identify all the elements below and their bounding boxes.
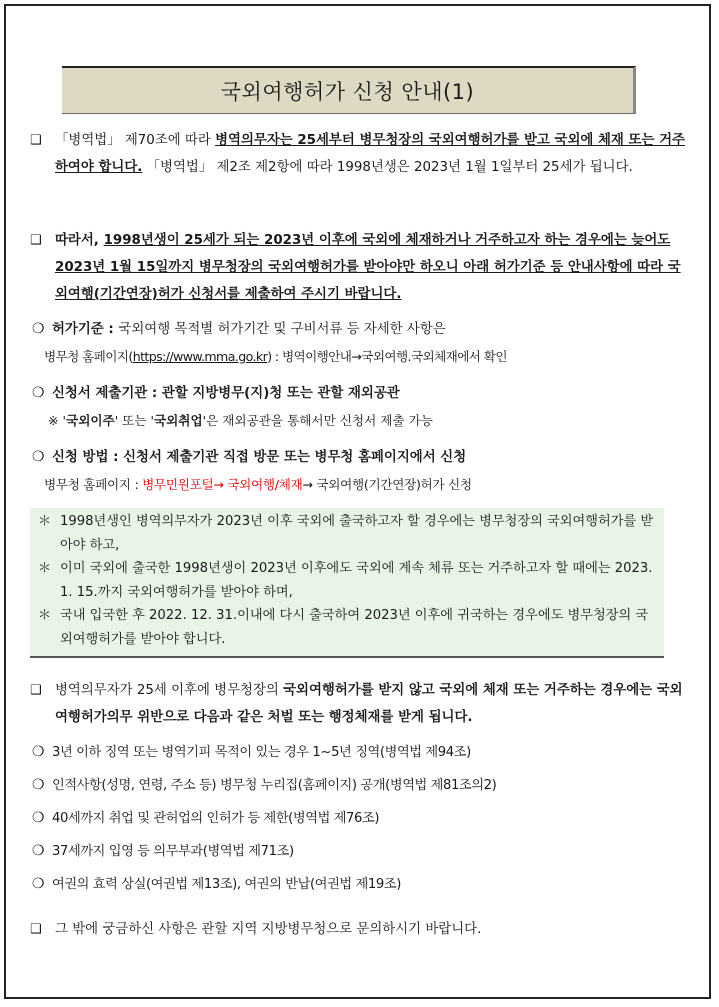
circle-bullet-icon: ❍ xyxy=(32,810,45,826)
paragraph-penalty xyxy=(30,677,692,731)
p2-text-a: 따라서, xyxy=(55,233,104,248)
p3-emphasis: 국외여행허가를 받지 않고 국외에 체재 또는 거주하는 경우에는 국외여행허가의무 위반으로 다음과 같은 처벌 또는 행정체재를 받게 됩니다. xyxy=(55,683,683,725)
method-label: 신청 방법 : 신청서 제출기관 직접 방문 또는 병무청 홈페이지에서 신청 xyxy=(52,450,467,465)
p1-text-a: 「병역법」 제70조에 따라 xyxy=(55,133,216,148)
page-title xyxy=(62,66,636,114)
asterisk-icon: ＊ xyxy=(38,608,52,623)
list-item: ❍ 인적사항(성명, 연령, 주소 등) 병무청 누리집(홈페이지) 공개(병역법 제81조의2) xyxy=(32,769,694,802)
agency-note-c: ' 또는 ' xyxy=(114,413,154,428)
mma-homepage-link[interactable]: https://www.mma.go.kr xyxy=(132,349,268,364)
circle-bullet-icon: ❍ xyxy=(32,777,45,793)
list-item: ❍ 여권의 효력 상실(여권법 제13조), 여권의 반납(여권법 제19조) xyxy=(32,868,694,901)
paragraph-legal-basis xyxy=(30,127,692,181)
criteria-text: 국외여행 목적별 허가기간 및 구비서류 등 자세한 사항은 xyxy=(118,322,446,337)
method-sub-a: 병무청 홈페이지 : xyxy=(44,477,143,492)
checkbox-bullet-icon: ❑ xyxy=(30,133,42,148)
checkbox-bullet-icon: ❑ xyxy=(30,922,42,937)
circle-bullet-icon: ❍ xyxy=(32,385,45,401)
arrow-2: → xyxy=(302,477,317,492)
agency-note-a: ※ ' xyxy=(48,413,67,428)
note-item: ＊ 국내 입국한 후 2022. 12. 31.이내에 다시 출국하여 2023년 이후에 귀국하는 경우에도 병무청장의 국외여행허가를 받아야 합니다. xyxy=(38,604,656,651)
page-title-text: 국외여행허가 신청 안내(1) xyxy=(220,79,475,104)
p2-emphasis: 1998년생이 25세가 되는 2023년 이후에 국외에 체재하거나 거주하고자 하는 경우에는 늦어도 2023년 1월 15일까지 병무청장의 국외여행허가를 받아야만 하오니 아래 허가기준 등 안내사항에 따라 국외여행(기간연장)허가 신청서를 제출하여 주시기 바랍니다. xyxy=(55,233,681,302)
note-item: ＊ 이미 국외에 출국한 1998년생이 2023년 이후에도 국외에 계속 체류 또는 거주하고자 할 때에는 2023. 1. 15.까지 국외여행허가를 받아야 하며, xyxy=(38,557,656,604)
circle-bullet-icon: ❍ xyxy=(32,449,45,465)
asterisk-icon: ＊ xyxy=(38,561,52,576)
circle-bullet-icon: ❍ xyxy=(32,876,45,892)
circle-bullet-icon: ❍ xyxy=(32,321,45,337)
paragraph-inquiry xyxy=(30,916,692,943)
overseas-travel-link[interactable]: 국외여행/체재 xyxy=(227,477,303,492)
section-method xyxy=(32,444,694,498)
section-criteria xyxy=(32,316,694,370)
method-sub-b: 국외여행(기간연장)허가 신청 xyxy=(316,477,472,492)
agency-note-emigration: 국외이주 xyxy=(66,413,115,428)
checkbox-bullet-icon: ❑ xyxy=(30,683,42,698)
note-item: ＊ 1998년생인 병역의무자가 2023년 이후 국외에 출국하고자 할 경우에는 병무청장의 국외여행허가를 받아야 하고, xyxy=(38,510,656,557)
asterisk-icon: ＊ xyxy=(38,514,52,529)
p3-text-a: 병역의무자가 25세 이후에 병무청장의 xyxy=(55,683,284,698)
p1-text-c: 「병역법」 제2조 제2항에 따라 1998년생은 2023년 1월 1일부터 25세가 됩니다. xyxy=(142,160,633,175)
civil-portal-link[interactable]: 병무민원포털 xyxy=(142,477,214,492)
agency-note-e: '은 재외공관을 통해서만 신청서 제출 가능 xyxy=(202,413,433,428)
circle-bullet-icon: ❍ xyxy=(32,843,45,859)
list-item: ❍ 40세까지 취업 및 관허업의 인허가 등 제한(병역법 제76조) xyxy=(32,802,694,835)
list-item: ❍ 3년 이하 징역 또는 병역기피 목적이 있는 경우 1~5년 징역(병역법 제94조) xyxy=(32,736,694,769)
agency-label: 신청서 제출기관 : 관할 지방병무(지)청 또는 관할 재외공관 xyxy=(52,386,400,401)
circle-bullet-icon: ❍ xyxy=(32,744,45,760)
checkbox-bullet-icon: ❑ xyxy=(30,233,42,248)
arrow-1: → xyxy=(213,477,228,492)
paragraph-deadline xyxy=(30,227,692,308)
agency-note-employment: 국외취업 xyxy=(153,413,203,428)
p4-text: 그 밖에 궁금하신 사항은 관할 지역 지방병무청으로 문의하시기 바랍니다. xyxy=(55,922,482,937)
p1-emphasis: 병역의무자는 25세부터 병무청장의 국외여행허가를 받고 국외에 체재 또는 거주하여야 합니다. xyxy=(55,133,685,175)
list-item: ❍ 37세까지 입영 등 의무부과(병역법 제71조) xyxy=(32,835,694,868)
criteria-sub-b: ) : 병역이행안내→국외여행.국외체재에서 확인 xyxy=(267,349,507,364)
section-agency xyxy=(32,380,694,434)
criteria-label: 허가기준 : xyxy=(52,322,119,337)
penalty-list xyxy=(32,736,694,901)
criteria-sub-a: 병무청 홈페이지( xyxy=(44,349,133,364)
notice-box xyxy=(30,508,664,658)
